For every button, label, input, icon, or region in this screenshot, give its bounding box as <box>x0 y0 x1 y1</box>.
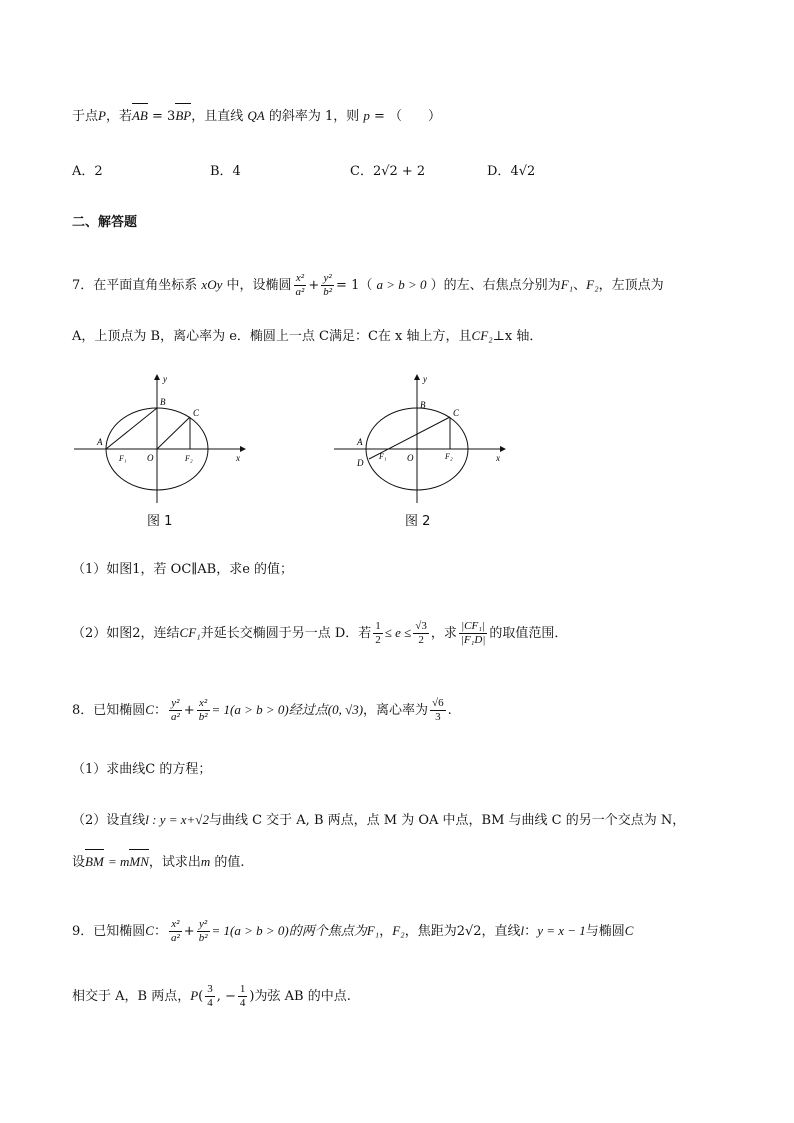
text: 7．在平面直角坐标系 <box>72 278 198 293</box>
text: = 1（ <box>336 278 373 293</box>
q8-sub1: （1）求曲线C 的方程； <box>72 762 212 777</box>
text: ，试求出 <box>148 855 201 870</box>
label-x: x <box>236 453 240 463</box>
q9-line1 <box>72 918 633 945</box>
num: y² <box>169 697 182 711</box>
fraction-y2-b2 <box>197 918 210 945</box>
text: = 1(a > b > 0)经过点 <box>211 702 328 717</box>
text: ）的左、右焦点分别为 <box>430 278 561 293</box>
text: （2）设直线 <box>72 813 146 828</box>
num: x² <box>169 918 182 932</box>
text: ，焦距为 <box>404 924 457 939</box>
den: b² <box>198 711 208 723</box>
segment-ab <box>106 408 157 449</box>
y-axis-arrow <box>154 374 160 380</box>
den: 2 <box>418 634 424 646</box>
q6-option-c <box>350 162 425 182</box>
num: y² <box>197 918 210 932</box>
text: = （ ） <box>369 109 442 124</box>
vector-ab: AB <box>132 106 148 126</box>
q6-option-b: B．4 <box>210 164 241 179</box>
q8-sub2 <box>72 810 685 831</box>
den: 4 <box>239 997 246 1009</box>
label-f2: F₂ <box>185 454 193 463</box>
text: 8．已知椭圆 <box>72 703 146 718</box>
x-axis-arrow <box>500 446 506 452</box>
q8-line3 <box>72 852 245 873</box>
text: = m <box>107 854 130 869</box>
text: 为弦 AB 的中点. <box>254 989 351 1004</box>
den: b² <box>323 286 333 298</box>
var-l: l <box>520 923 525 938</box>
text: ，直线 <box>481 924 521 939</box>
q8-line1 <box>72 697 452 724</box>
section-heading: 二、解答题 <box>72 215 138 230</box>
label-c: C <box>453 408 460 418</box>
num: 1 <box>239 983 246 995</box>
label-y: y <box>163 374 167 384</box>
segment-cf2: CF₂ <box>471 328 493 343</box>
text: = 3 <box>152 109 176 124</box>
num: √3 <box>415 620 427 632</box>
num: x² <box>197 697 210 711</box>
var-c: C <box>624 923 634 938</box>
option-expr: 2√2 + 2 <box>372 164 426 179</box>
text: 的取值范围． <box>489 626 568 641</box>
var-p-point: P <box>98 108 106 123</box>
fraction-x2-a2 <box>169 918 182 945</box>
text: 中，设椭圆 <box>226 278 292 293</box>
x-axis-arrow <box>240 446 246 452</box>
plus: + <box>308 278 320 293</box>
fraction-1-4 <box>238 983 248 1010</box>
fraction-x2-a2 <box>294 272 307 299</box>
text: , − <box>216 989 236 1004</box>
text: ，若 <box>105 109 132 124</box>
label-a: A <box>97 437 103 447</box>
text: 设 <box>72 855 86 870</box>
fraction-3-4 <box>205 983 215 1010</box>
text: 的斜率为 1，则 <box>268 109 360 124</box>
text: 与曲线 C 交于 A, B 两点，点 M 为 OA 中点，BM 与曲线 C 的另一个交点为 N， <box>208 813 686 828</box>
line-equation: y = x − 1 <box>537 923 586 938</box>
point: (0, √3) <box>327 702 364 717</box>
den: 2 <box>375 634 381 646</box>
text: 9．已知椭圆 <box>72 924 146 939</box>
q6-option-a: A．2 <box>72 164 103 179</box>
q7-sub1: （1）如图1，若 OC∥AB，求e 的值； <box>72 562 294 577</box>
text: 、 <box>573 278 587 293</box>
den: 3 <box>435 711 441 723</box>
plus: + <box>183 924 195 939</box>
label-c: C <box>193 408 200 418</box>
text: ： <box>153 924 167 939</box>
label-o: O <box>147 453 154 463</box>
label-d: D <box>357 458 364 468</box>
vector-mn: MN <box>129 852 149 872</box>
fraction-y2-a2 <box>169 697 182 724</box>
option-letter: D． <box>487 164 511 179</box>
text: ⊥x 轴． <box>492 329 543 344</box>
label-y: y <box>423 374 427 384</box>
coord-system: xOy <box>201 277 223 292</box>
fraction-x2-b2 <box>197 697 210 724</box>
y-axis-arrow <box>414 374 420 380</box>
den: 4 <box>207 997 213 1009</box>
figure-1 <box>72 370 252 510</box>
num: y² <box>321 272 334 286</box>
den: a² <box>170 711 180 723</box>
den: |F₁D| <box>460 634 486 646</box>
figure-2-caption: 图 2 <box>405 514 431 529</box>
var-c: C <box>145 923 154 938</box>
text: ，离心率为 <box>363 703 429 718</box>
text: = 1(a > b > 0)的两个焦点为 <box>211 923 367 938</box>
text: ，左顶点为 <box>598 278 664 293</box>
figure-2 <box>332 370 512 510</box>
label-b: B <box>160 397 166 407</box>
text: 并延长交椭圆于另一点 D．若 <box>200 626 372 641</box>
den: b² <box>198 932 208 944</box>
fraction-y2-b2 <box>321 272 334 299</box>
text: （2）如图2，连结 <box>72 626 180 641</box>
text: ， <box>379 924 393 939</box>
den: a² <box>295 286 305 298</box>
fraction-root3-2 <box>413 620 429 647</box>
text: ，且直线 <box>191 109 244 124</box>
q6-option-d <box>487 162 535 182</box>
text: 的值. <box>214 855 245 870</box>
text: ，求 <box>430 626 457 641</box>
text: . <box>447 703 452 718</box>
text: A，上顶点为 B，离心率为 e．椭圆上一点 C满足：C在 x 轴上方，且 <box>72 329 472 344</box>
text: 于点 <box>72 109 99 124</box>
label-f1: F₁ <box>119 454 127 463</box>
num: 1 <box>375 620 381 632</box>
num: x² <box>294 272 307 286</box>
vector-bp: BP <box>175 106 191 126</box>
condition: a > b > 0 <box>376 277 427 292</box>
text: 与椭圆 <box>585 924 625 939</box>
var-p: P <box>190 988 199 1003</box>
num: 3 <box>207 983 213 995</box>
text: ： <box>524 924 538 939</box>
focus-f1: F₁ <box>560 277 574 292</box>
vector-bm: BM <box>85 852 104 872</box>
den: a² <box>170 932 180 944</box>
inequality: ≤ e ≤ <box>384 625 412 640</box>
focus-f2: F₂ <box>392 923 405 938</box>
segment-cf1: CF₁ <box>179 625 201 640</box>
option-letter: C． <box>350 164 373 179</box>
num: √6 <box>432 697 444 709</box>
label-b: B <box>420 400 426 410</box>
text: 相交于 A，B 两点， <box>72 989 191 1004</box>
q6-stem <box>72 106 441 127</box>
line-qa: QA <box>247 108 265 123</box>
fraction-ratio <box>459 620 488 647</box>
label-f2: F₂ <box>445 452 453 461</box>
option-expr: 4√2 <box>510 164 536 179</box>
segment-oc <box>157 417 190 449</box>
plus: + <box>183 703 195 718</box>
var-p: p <box>363 108 370 123</box>
var-c: C <box>145 702 154 717</box>
var-m: m <box>200 854 211 869</box>
q9-line2: 相交于 A，B 两点，P( $\frac{3}{4}$ , − $\frac{1}{4}$ )为弦 AB 的中点. <box>72 983 351 1009</box>
q7-sub2 <box>72 620 567 647</box>
label-o: O <box>407 453 414 463</box>
num: |CF₁| <box>459 620 488 634</box>
focal-length: 2√2 <box>456 924 482 939</box>
fraction-eccentricity <box>430 697 446 724</box>
focus-f1: F₁ <box>366 923 380 938</box>
q7-line1 <box>72 272 664 299</box>
label-f1: F₁ <box>379 452 387 461</box>
label-x: x <box>496 453 500 463</box>
label-a: A <box>357 437 363 447</box>
q7-line2 <box>72 326 542 347</box>
fraction-half <box>373 620 383 647</box>
figure-1-caption: 图 1 <box>147 514 173 529</box>
line-equation: l : y = x+√2 <box>145 812 209 827</box>
focus-f2: F₂ <box>586 277 599 292</box>
text: ： <box>153 703 167 718</box>
